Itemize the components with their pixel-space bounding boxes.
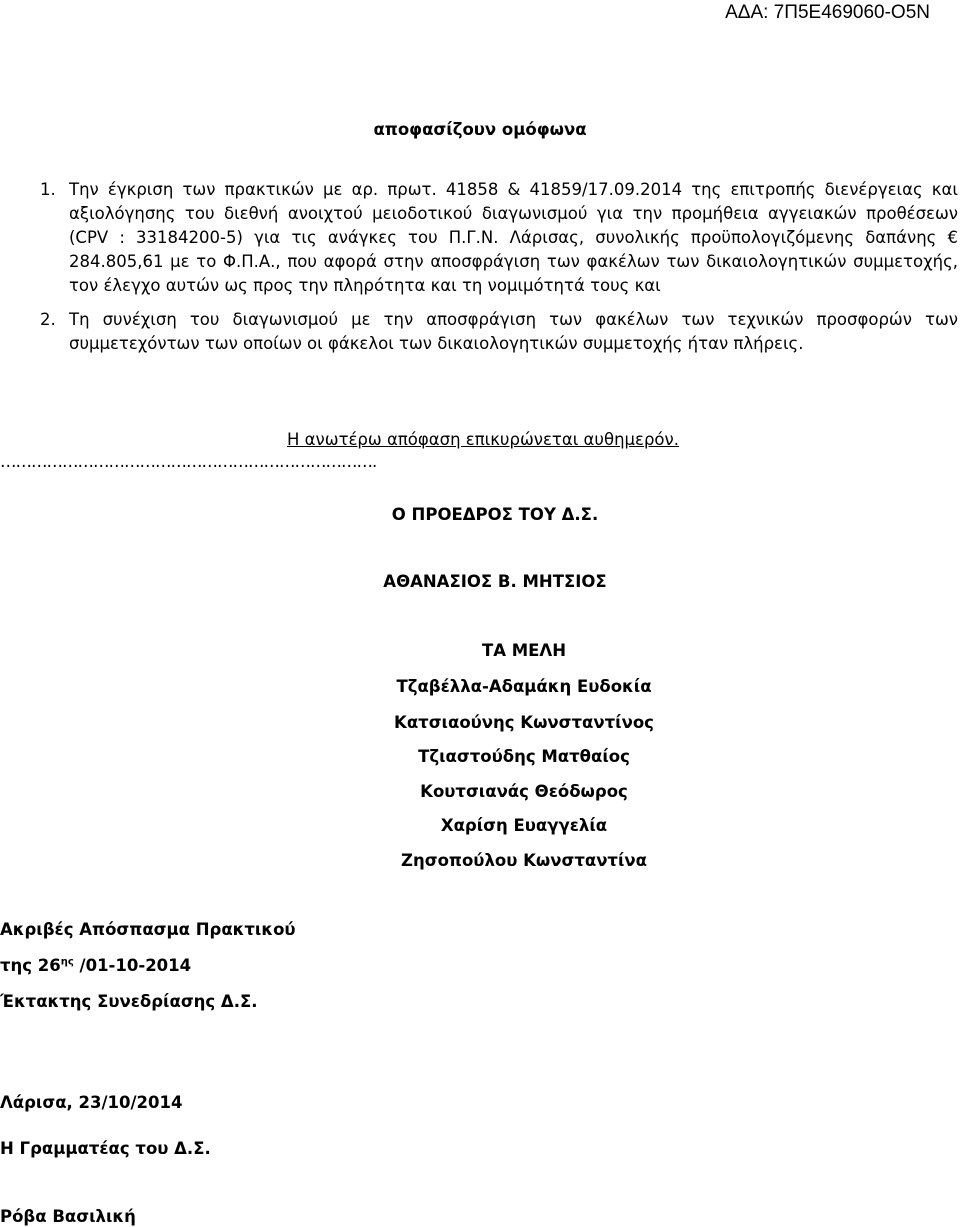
member-name: Χαρίση Ευαγγελία [440, 816, 608, 835]
ada-code: ΑΔΑ: 7Π5Ε469060-Ο5Ν [725, 2, 930, 23]
item-number: 2. [40, 310, 56, 329]
secretary-name: Ρόβα Βασιλική [0, 1207, 136, 1226]
item-number: 1. [40, 180, 56, 199]
extract-session-date: της $26^{\eta\varsigma}$ /01-10-2014 [0, 956, 192, 975]
confirmation-text: Η ανωτέρω απόφαση επικυρώνεται αυθημερόν. [287, 430, 679, 449]
dotted-separator: ………………………………………………………………. [0, 452, 377, 471]
place-date: Λάρισα, 23/10/2014 [0, 1093, 183, 1112]
president-title: Ο ΠΡΟΕΔΡΟΣ ΤΟΥ Δ.Σ. [391, 505, 599, 524]
item-text: Τη συνέχιση του διαγωνισμού με την αποσφράγιση των φακέλων των τεχνικών προσφορών των συμμετεχόντων των οποίων οι φάκελοι των δικαιολογητικών συμμετοχής ήταν πλήρεις. [69, 310, 958, 353]
members-title: ΤΑ ΜΕΛΗ [481, 641, 567, 660]
member-name: Ζησοπούλου Κωνσταντίνα [401, 851, 647, 870]
ordinal-superscript: ης [60, 956, 74, 968]
decision-heading: αποφασίζουν ομόφωνα [373, 120, 587, 139]
extract-session-type: Έκτακτης Συνεδρίασης Δ.Σ. [0, 992, 258, 1011]
extract-title: Ακριβές Απόσπασμα Πρακτικού [0, 920, 296, 939]
member-name: Τζιαστούδης Ματθαίος [418, 747, 630, 766]
item-text: Την έγκριση των πρακτικών με αρ. πρωτ. 41858 & 41859/17.09.2014 της επιτροπής διενέργειας και αξιολόγησης του διεθνή ανοιχτού μειοδοτικού διαγωνισμού για την προμήθεια αγγειακών προθέσεων (CPV : 33184200-5) για τις ανάγκες του Π.Γ.Ν. Λάρισας, συνολικής προϋπολογιζόμενης δαπάνης € 284.805,61 με το Φ.Π.Α., που αφορά στην αποσφράγιση των φακέλων των δικαιολογητικών συμμετοχής, τον έλεγχο αυτών ως προς την πληρότητα και τη νομιμότητά τους και [69, 180, 958, 295]
member-name: Τζαβέλλα-Αδαμάκη Ευδοκία [396, 677, 652, 696]
decision-list [40, 178, 958, 356]
decision-item [40, 308, 958, 356]
secretary-role: Η Γραμματέας του Δ.Σ. [0, 1139, 211, 1158]
member-name: Κατσιαούνης Κωνσταντίνος [394, 713, 654, 732]
member-name: Κουτσιανάς Θεόδωρος [420, 782, 628, 801]
president-name: ΑΘΑΝΑΣΙΟΣ Β. ΜΗΤΣΙΟΣ [383, 572, 607, 591]
decision-item [40, 178, 958, 298]
